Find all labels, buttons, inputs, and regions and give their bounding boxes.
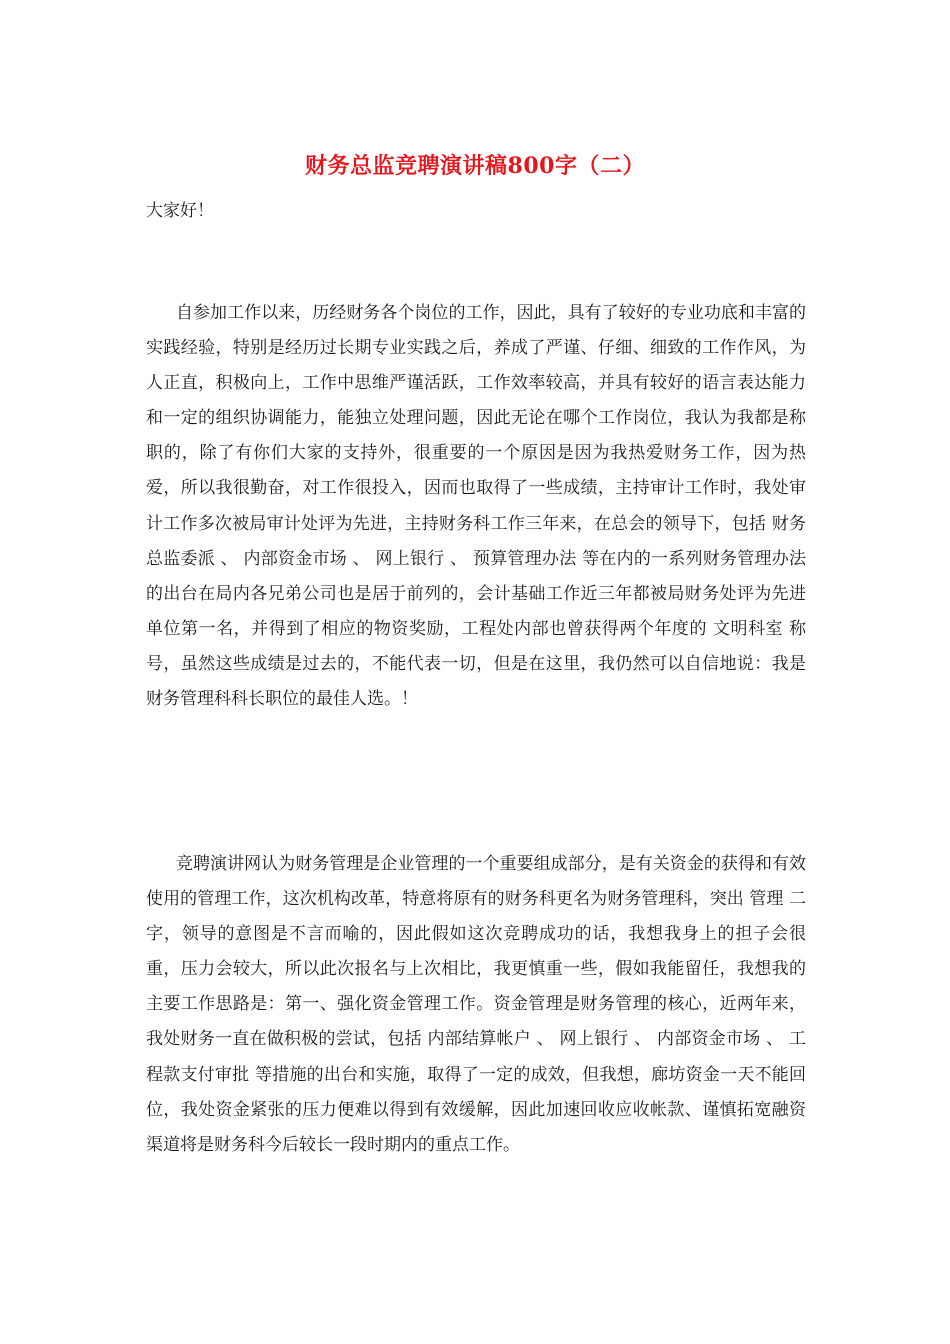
body-paragraph-1: 自参加工作以来，历经财务各个岗位的工作，因此，具有了较好的专业功底和丰富的实践经验，特别是经历过长期专业实践之后，养成了严谨、仔细、细致的工作作风，为人正直，积极向上，工作中思维严谨活跃，工作效率较高，并具有较好的语言表达能力和一定的组织协调能力，能独立处理问题，因此无论在哪个工作岗位，我认为我都是称职的，除了有你们大家的支持外，很重要的一个原因是因为我热爱财务工作，因为热爱，所以我很勤奋，对工作很投入，因而也取得了一些成绩，主持审计工作时，我处审计工作多次被局审计处评为先进，主持财务科工作三年来，在总会的领导下，包括 财务总监委派 、 内部资金市场 、 网上银行 、 预算管理办法 等在内的一系列财务管理办法的出台在局内各兄弟公司也是居于前列的，会计基础工作近三年都被局财务处评为先进单位第一名，并得到了相应的物资奖励，工程处内部也曾获得两个年度的 文明科室 称号，虽然这些成绩是过去的，不能代表一切，但是在这里，我仍然可以自信地说：我是财务管理科科长职位的最佳人选。！ <box>146 303 806 710</box>
document-title: 财务总监竞聘演讲稿800字（二） <box>305 153 645 179</box>
greeting-text: 大家好！ <box>146 201 214 221</box>
body-paragraph-2: 竞聘演讲网认为财务管理是企业管理的一个重要组成部分，是有关资金的获得和有效使用的管理工作，这次机构改革，特意将原有的财务科更名为财务管理科，突出 管理 二字，领导的意图是不言而喻的，因此假如这次竞聘成功的话，我想我身上的担子会很重，压力会较大，所以此次报名与上次相比，我更慎重一些，假如我能留任，我想我的主要工作思路是：第一、强化资金管理工作。资金管理是财务管理的核心，近两年来，我处财务一直在做积极的尝试，包括 内部结算帐户 、 网上银行 、 内部资金市场 、 工程款支付审批 等措施的出台和实施，取得了一定的成效，但我想，廊坊资金一天不能回位，我处资金紧张的压力便难以得到有效缓解，因此加速回收应收帐款、谨慎拓宽融资渠道将是财务科今后较长一段时期内的重点工作。 <box>146 854 806 1155</box>
